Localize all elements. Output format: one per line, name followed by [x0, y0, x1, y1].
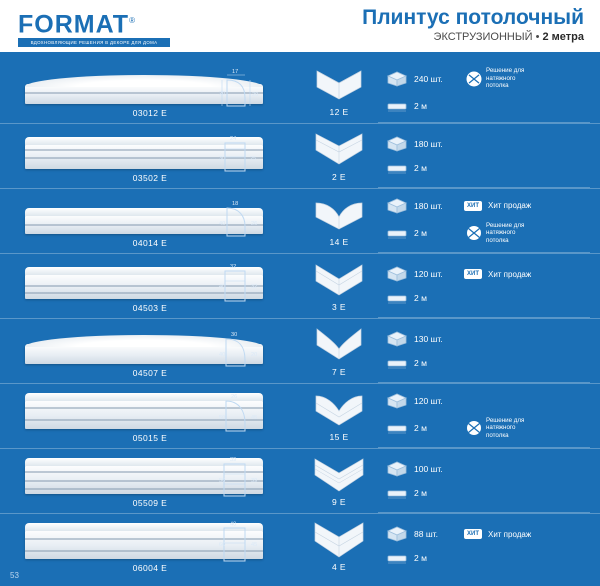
dimension-diagram — [219, 391, 275, 437]
profile-cell — [0, 449, 300, 513]
profile-cell — [0, 58, 300, 123]
pack-quantity-line — [386, 331, 600, 347]
pack-quantity-line — [386, 526, 600, 542]
corner-code: 7 E — [332, 367, 346, 377]
dimension-right: 45 — [251, 415, 258, 421]
profile-cell — [0, 189, 300, 253]
pack-quantity: 130 шт. — [414, 334, 443, 344]
profile-cell — [0, 124, 300, 188]
solution-line-3: потолка — [486, 82, 509, 90]
dimension-top: 17 — [232, 68, 239, 75]
length-line — [386, 160, 600, 176]
solution-line-1: Решение для — [486, 67, 525, 75]
length-bar-icon — [386, 420, 408, 436]
dimension-diagram — [219, 261, 275, 307]
subtitle-separator: • — [532, 31, 543, 43]
hit-badge: ХИТ — [464, 529, 482, 539]
pack-quantity-line — [386, 198, 600, 214]
page-header — [0, 0, 600, 52]
length-bar-icon — [386, 485, 408, 501]
logo-wordmark — [18, 8, 136, 37]
dimension-left: 50 — [219, 478, 226, 484]
corner-code: 12 E — [329, 106, 349, 117]
corner-code: 2 E — [332, 172, 346, 182]
solution-note — [466, 417, 524, 439]
length-value: 2 м — [414, 423, 427, 433]
dimension-top: 18 — [232, 201, 239, 207]
length-value: 2 м — [414, 488, 427, 498]
info-cell — [378, 124, 600, 188]
corner-illustration — [313, 65, 365, 105]
dimension-diagram — [219, 196, 275, 242]
info-cell — [378, 254, 600, 318]
length-value: 2 м — [414, 293, 427, 303]
profile-code: 03012 E — [132, 107, 168, 118]
table-row — [0, 513, 600, 578]
corner-illustration — [313, 390, 365, 430]
length-bar-icon — [386, 225, 408, 241]
pack-box-icon — [386, 266, 408, 282]
profile-cell — [0, 384, 300, 448]
hit-label: Хит продаж — [487, 201, 532, 211]
solution-note — [466, 222, 524, 244]
corner-illustration — [313, 455, 365, 495]
hit-badge: ХИТ — [464, 201, 482, 211]
solution-line-2: натяжного — [486, 424, 516, 432]
logo-text: FORMAT — [18, 10, 130, 39]
corner-code: 15 E — [329, 432, 349, 442]
length-value: 2 м — [414, 228, 427, 238]
dimension-top: 32 — [230, 264, 237, 270]
solution-line-3: потолка — [486, 236, 509, 244]
brand-logo — [18, 8, 170, 47]
table-row — [0, 58, 600, 123]
pack-quantity: 88 шт. — [414, 529, 438, 539]
profile-code: 05509 E — [132, 498, 168, 508]
dimension-left: 40 — [219, 221, 226, 227]
hit-label: Хит продаж — [487, 529, 532, 539]
profile-illustration — [25, 521, 275, 573]
corner-cell — [300, 384, 378, 448]
corner-illustration — [313, 195, 365, 235]
page-number: 53 — [10, 571, 19, 580]
length-bar-icon — [386, 290, 408, 306]
pack-box-icon — [386, 393, 408, 409]
dimension-diagram — [219, 456, 275, 502]
pack-box-icon — [386, 71, 408, 87]
dimension-left: 60 — [219, 542, 226, 548]
corner-cell — [300, 319, 378, 383]
dimension-diagram — [219, 326, 275, 372]
stretch-ceiling-icon — [466, 420, 482, 436]
registered-trademark-icon: ® — [129, 16, 136, 25]
solution-text — [486, 417, 524, 439]
solution-line-2: натяжного — [486, 229, 516, 237]
info-cell — [378, 514, 600, 578]
corner-illustration — [313, 260, 365, 300]
pack-box-icon — [386, 526, 408, 542]
dimension-left: 20 — [219, 90, 226, 97]
dimension-left: 50 — [219, 415, 226, 421]
subtitle-length: 2 метра — [542, 31, 584, 43]
pack-quantity: 180 шт. — [414, 200, 443, 211]
dimension-right: 32 — [251, 284, 258, 290]
page-subtitle — [362, 31, 584, 43]
pack-quantity-line — [386, 461, 600, 477]
hit-badge: ХИТ — [464, 269, 482, 279]
corner-code: 14 E — [329, 237, 349, 247]
dimension-right: 26 — [251, 221, 258, 227]
pack-quantity: 120 шт. — [414, 269, 443, 279]
dimension-diagram — [219, 521, 275, 567]
length-bar-icon — [386, 550, 408, 566]
dimension-left: 40 — [219, 284, 226, 290]
corner-illustration — [313, 130, 365, 170]
profile-code: 04503 E — [132, 303, 168, 313]
dimension-diagram — [219, 131, 275, 177]
length-line — [386, 417, 600, 439]
info-cell — [378, 189, 600, 253]
hit-label: Хит продаж — [487, 269, 532, 279]
profile-illustration — [25, 457, 275, 508]
corner-cell — [300, 124, 378, 188]
dimension-right: 39 — [251, 478, 258, 484]
info-cell — [378, 319, 600, 383]
dimension-top: 39 — [230, 457, 237, 463]
profile-cell — [0, 319, 300, 383]
corner-cell — [300, 254, 378, 318]
dimension-right: 45 — [251, 542, 258, 548]
dimension-top: 26 — [231, 394, 238, 400]
length-bar-icon — [386, 98, 408, 114]
length-value: 2 м — [414, 553, 427, 563]
solution-text — [486, 222, 524, 244]
pack-quantity: 180 шт. — [414, 139, 443, 149]
table-row — [0, 318, 600, 383]
dimension-left: 30 — [219, 156, 226, 162]
corner-cell — [300, 449, 378, 513]
length-value: 2 м — [414, 163, 427, 173]
dimension-right: 20 — [251, 352, 258, 358]
length-line — [386, 290, 600, 306]
subtitle-type: ЭКСТРУЗИОННЫЙ — [433, 31, 533, 43]
profile-illustration — [25, 68, 275, 118]
corner-code: 9 E — [332, 497, 346, 507]
solution-line-1: Решение для — [486, 416, 525, 424]
profile-cell — [0, 254, 300, 318]
pack-quantity: 240 шт. — [414, 73, 443, 84]
length-line — [386, 485, 600, 501]
profile-illustration — [25, 328, 275, 378]
pack-quantity: 120 шт. — [414, 395, 443, 406]
dimension-top: 24 — [230, 136, 237, 142]
pack-quantity: 100 шт. — [414, 464, 443, 474]
stretch-ceiling-icon — [466, 225, 482, 241]
logo-tagline: ВДОХНОВЛЯЮЩИЕ РЕШЕНИЯ В ДЕКОРЕ ДЛЯ ДОМА — [18, 38, 170, 47]
pack-quantity-line — [386, 266, 600, 282]
length-line — [386, 222, 600, 244]
length-value: 2 м — [414, 100, 427, 111]
dimension-top: 40 — [230, 521, 237, 528]
corner-illustration — [313, 325, 365, 365]
profile-code: 04507 E — [132, 368, 168, 378]
solution-line-3: потолка — [486, 431, 509, 439]
solution-line-1: Решение для — [486, 221, 525, 229]
dimension-right: 20 — [252, 91, 259, 98]
table-row — [0, 188, 600, 253]
profile-illustration — [25, 198, 275, 248]
table-row — [0, 448, 600, 513]
pack-quantity-line — [386, 136, 600, 152]
table-row — [0, 123, 600, 188]
dimension-left: 40 — [219, 352, 226, 358]
pack-quantity-line — [386, 393, 600, 409]
profile-code: 03502 E — [132, 173, 168, 183]
pack-quantity-line — [386, 67, 600, 89]
info-cell — [378, 449, 600, 513]
table-row — [0, 383, 600, 448]
stretch-ceiling-icon — [466, 71, 482, 87]
solution-line-2: натяжного — [486, 74, 516, 82]
corner-cell — [300, 58, 378, 123]
length-value: 2 м — [414, 358, 427, 368]
info-cell — [378, 384, 600, 448]
solution-note — [466, 67, 524, 89]
info-cell — [378, 58, 600, 123]
profile-cell — [0, 514, 300, 578]
table-row — [0, 253, 600, 318]
length-line — [386, 355, 600, 371]
product-table — [0, 52, 600, 586]
length-line — [386, 550, 600, 566]
length-line — [386, 98, 600, 114]
length-bar-icon — [386, 355, 408, 371]
corner-illustration — [313, 520, 365, 560]
length-bar-icon — [386, 160, 408, 176]
corner-cell — [300, 189, 378, 253]
profile-illustration — [25, 133, 275, 183]
pack-box-icon — [386, 331, 408, 347]
pack-box-icon — [386, 136, 408, 152]
profile-code: 05015 E — [132, 433, 168, 443]
page-title-block — [362, 6, 590, 43]
profile-code: 04014 E — [132, 238, 168, 248]
profile-code: 06004 E — [132, 563, 168, 573]
corner-cell — [300, 514, 378, 578]
solution-text — [486, 67, 524, 89]
dimension-right: 25 — [250, 156, 257, 162]
dimension-diagram — [219, 66, 275, 112]
profile-illustration — [25, 263, 275, 313]
dimension-top: 30 — [231, 332, 238, 338]
profile-illustration — [25, 393, 275, 443]
pack-box-icon — [386, 198, 408, 214]
corner-code: 4 E — [332, 562, 346, 572]
page-title: Плинтус потолочный — [362, 6, 584, 29]
pack-box-icon — [386, 461, 408, 477]
corner-code: 3 E — [332, 302, 346, 312]
